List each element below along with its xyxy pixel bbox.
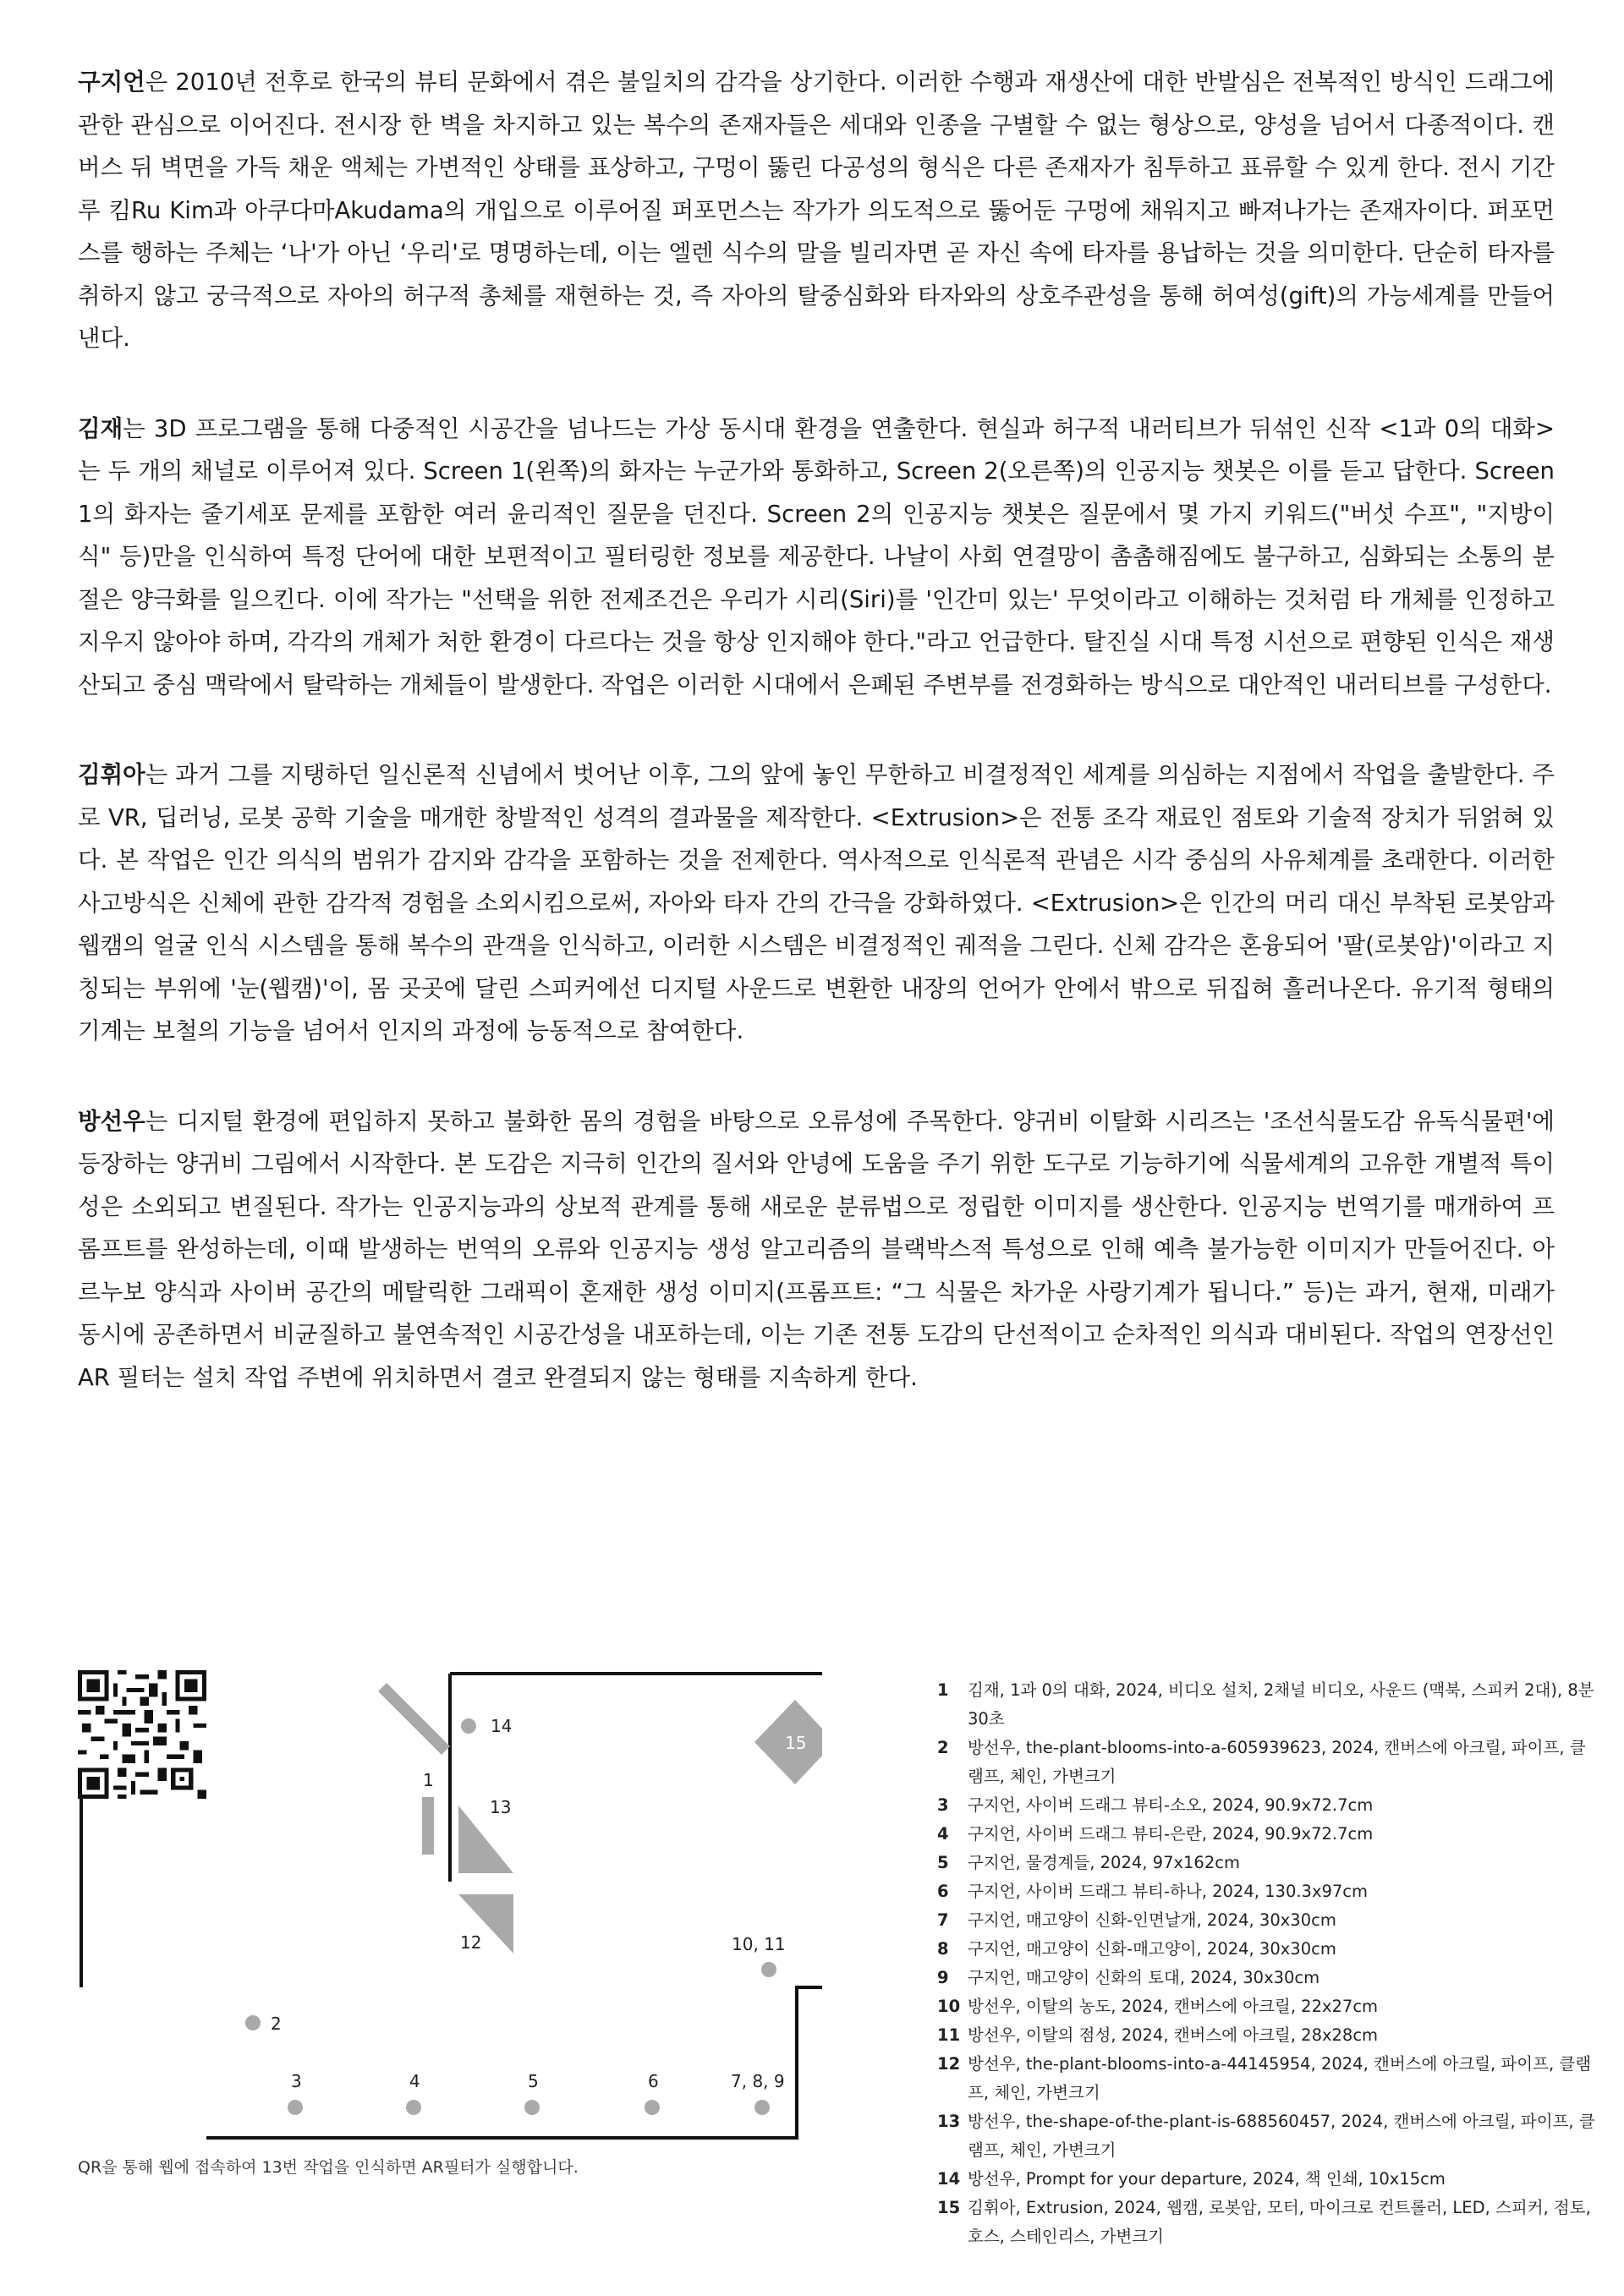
work-caption: 방선우, 이탈의 농도, 2024, 캔버스에 아크릴, 22x27cm [968,1997,1379,2016]
work-list-item [937,2021,1597,2050]
work-number: 3 [937,1795,949,1815]
work-list-item [937,1935,1597,1964]
work-3-marker [288,2100,303,2115]
work-caption: 구지언, 사이버 드래그 뷰티-소오, 2024, 90.9x72.7cm [968,1795,1374,1815]
work-5-marker [524,2100,540,2115]
work-caption: 구지언, 매고양이 신화-인면날개, 2024, 30x30cm [968,1910,1336,1930]
qr-code-icon[interactable] [78,1670,206,1799]
work-list-item [937,2107,1597,2165]
work-number: 8 [937,1939,949,1959]
artist-name: 김재 [78,414,123,442]
artist-name: 방선우 [78,1107,145,1135]
floor-plan [78,1670,822,2144]
work-list-item [937,1964,1597,1992]
work-caption: 방선우, the-plant-blooms-into-a-605939623, 2024, 캔버스에 아크릴, 파이프, 클램프, 체인, 가변크기 [968,1738,1586,1786]
work-list-item [937,2165,1597,2194]
work-caption: 김재, 1과 0의 대화, 2024, 비디오 설치, 2채널 비디오, 사운드 (맥북, 스피커 2대), 8분 30초 [968,1680,1594,1729]
work-number: 15 [937,2198,961,2217]
work-number: 6 [937,1882,949,1901]
work-caption: 방선우, 이탈의 점성, 2024, 캔버스에 아크릴, 28x28cm [968,2025,1379,2045]
work-number: 14 [937,2169,961,2189]
work-list-item [937,1734,1597,1791]
work-list-item [937,2050,1597,2107]
label-12: 12 [460,1932,482,1953]
work-number: 4 [937,1824,949,1844]
work-7-8-9-marker [754,2100,770,2115]
work-14-marker [461,1718,476,1734]
work-1-panel [378,1683,450,1755]
artist-descriptions [78,61,1555,1446]
work-1-bar [422,1797,434,1855]
work-list-item [937,1820,1597,1849]
work-caption: 구지언, 사이버 드래그 뷰티-하나, 2024, 130.3x97cm [968,1882,1369,1901]
work-number: 12 [937,2054,961,2074]
work-4-marker [406,2100,421,2115]
work-list-item [937,1791,1597,1820]
work-caption: 구지언, 사이버 드래그 뷰티-은란, 2024, 90.9x72.7cm [968,1824,1374,1844]
work-list-item [937,1676,1597,1734]
paragraph-body: 는 디지털 환경에 편입하지 못하고 불화한 몸의 경험을 바탕으로 오류성에 주목한다. 양귀비 이탈화 시리즈는 '조선식물도감 유독식물편'에 등장하는 양귀비 그림에서 시작한다. 본 도감은 지극히 인간의 질서와 안녕에 도움을 주기 위한 도구로 기능하기에 식물세계의 고유한 개별적 특이성은 소외되고 변질된다. 작가는 인공지능과의 상보적 관계를 통해 새로운 분류법으로 정립한 이미지를 생산한다. 인공지능 번역기를 매개하여 프롬프트를 완성하는데, 이때 발생하는 번역의 오류와 인공지능 생성 알고리즘의 블랙박스적 특성으로 인해 예측 불가능한 이미지가 만들어진다. 아르누보 양식과 사이버 공간의 메탈릭한 그래픽이 혼재한 생성 이미지(프롬프트: “그 식물은 차가운 사랑기계가 됩니다.” 등)는 과거, 현재, 미래가 동시에 공존하면서 비균질하고 불연속적인 시공간성을 내포하는데, 이는 기존 전통 도감의 단선적이고 순차적인 의식과 대비된다. 작업의 연장선인 AR 필터는 설치 작업 주변에 위치하면서 결코 완결되지 않는 형태를 지속하게 한다. [78,1107,1555,1391]
label-7-8-9: 7, 8, 9 [731,2071,785,2091]
work-list-item [937,1877,1597,1906]
paragraph-body: 는 3D 프로그램을 통해 다중적인 시공간을 넘나드는 가상 동시대 환경을 연출한다. 현실과 허구적 내러티브가 뒤섞인 신작 <1과 0의 대화>는 두 개의 채널로 이루어져 있다. Screen 1(왼쪽)의 화자는 누군가와 통화하고, Screen 2(오른쪽)의 인공지능 챗봇은 이를 듣고 답한다. Screen 1의 화자는 줄기세포 문제를 포함한 여러 윤리적인 질문을 던진다. Screen 2의 인공지능 챗봇은 질문에서 몇 가지 키워드("버섯 수프", "지방이식" 등)만을 인식하여 특정 단어에 대한 보편적이고 필터링한 정보를 제공한다. 나날이 사회 연결망이 촘촘해짐에도 불구하고, 심화되는 소통의 분절은 양극화를 일으킨다. 이에 작가는 "선택을 위한 전제조건은 우리가 시리(Siri)를 '인간미 있는' 무엇이라고 이해하는 것처럼 타 개체를 인정하고 지우지 않아야 하며, 각각의 개체가 처한 환경이 다르다는 것을 항상 인지해야 한다."라고 언급한다. 탈진실 시대 특정 시선으로 편향된 인식은 재생산되고 중심 맥락에서 탈락하는 개체들이 발생한다. 작업은 이러한 시대에서 은폐된 주변부를 전경화하는 방식으로 대안적인 내러티브를 구성한다. [78,414,1555,699]
label-15: 15 [785,1733,807,1753]
work-caption: 방선우, the-plant-blooms-into-a-44145954, 2024, 캔버스에 아크릴, 파이프, 클램프, 체인, 가변크기 [968,2054,1592,2102]
label-2: 2 [271,2014,282,2034]
work-caption: 구지언, 물경계들, 2024, 97x162cm [968,1853,1240,1872]
label-13: 13 [490,1797,512,1817]
work-list-item [937,1849,1597,1877]
label-4: 4 [409,2071,420,2091]
label-10-11: 10, 11 [732,1934,786,1954]
work-caption: 방선우, the-shape-of-the-plant-is-688560457, 2024, 캔버스에 아크릴, 파이프, 클램프, 체인, 가변크기 [968,2112,1595,2160]
work-list-item [937,1992,1597,2021]
paragraph-kim-huia [78,753,1555,1053]
work-10-11-marker [761,1962,776,1977]
work-number: 5 [937,1853,949,1872]
work-list-item [937,1906,1597,1935]
paragraph-kim-jae [78,408,1555,707]
work-6-marker [645,2100,660,2115]
work-caption: 김휘아, Extrusion, 2024, 웹캠, 로봇암, 모터, 마이크로 컨트롤러, LED, 스피커, 점토, 호스, 스테인리스, 가변크기 [968,2198,1591,2246]
work-number: 10 [937,1997,961,2016]
work-number: 1 [937,1680,949,1700]
work-number: 2 [937,1738,949,1757]
label-6: 6 [648,2071,659,2091]
work-caption: 구지언, 매고양이 신화-매고양이, 2024, 30x30cm [968,1939,1336,1959]
work-caption: 구지언, 매고양이 신화의 토대, 2024, 30x30cm [968,1968,1320,1987]
work-list-item [937,2194,1597,2251]
label-5: 5 [528,2071,539,2091]
work-number: 7 [937,1910,949,1930]
work-caption: 방선우, Prompt for your departure, 2024, 책 인쇄, 10x15cm [968,2169,1446,2189]
paragraph-bang-seonwoo [78,1100,1555,1400]
work-number: 13 [937,2112,961,2131]
paragraph-body: 는 과거 그를 지탱하던 일신론적 신념에서 벗어난 이후, 그의 앞에 놓인 무한하고 비결정적인 세계를 의심하는 지점에서 작업을 출발한다. 주로 VR, 딥러닝, 로봇 공학 기술을 매개한 창발적인 성격의 결과물을 제작한다. <Extrusion>은 전통 조각 재료인 점토와 기술적 장치가 뒤얽혀 있다. 본 작업은 인간 의식의 범위가 감지와 감각을 포함하는 것을 전제한다. 역사적으로 인식론적 관념은 시각 중심의 사유체계를 초래한다. 이러한 사고방식은 신체에 관한 감각적 경험을 소외시킴으로써, 자아와 타자 간의 간극을 강화하였다. <Extrusion>은 인간의 머리 대신 부착된 로봇암과 웹캠의 얼굴 인식 시스템을 통해 복수의 관객을 인식하고, 이러한 시스템은 비결정적인 궤적을 그린다. 신체 감각은 혼융되어 '팔(로봇암)'이라고 지칭되는 부위에 '눈(웹캠)'이, 몸 곳곳에 달린 스피커에선 디지털 사운드로 변환한 내장의 언어가 안에서 밖으로 뒤집혀 흘러나온다. 유기적 형태의 기계는 보철의 기능을 넘어서 인지의 과정에 능동적으로 참여한다. [78,761,1555,1044]
qr-caption: QR을 통해 웹에 접속하여 13번 작업을 인식하면 AR필터가 실행합니다. [78,2158,579,2177]
work-number: 11 [937,2025,961,2045]
work-2-marker [245,2015,261,2030]
work-number: 9 [937,1968,949,1987]
paragraph-gu-jieon [78,61,1555,360]
artist-name: 구지언 [78,68,145,96]
paragraph-body: 은 2010년 전후로 한국의 뷰티 문화에서 겪은 불일치의 감각을 상기한다. 이러한 수행과 재생산에 대한 반발심은 전복적인 방식인 드래그에 관한 관심으로 이어진다. 전시장 한 벽을 차지하고 있는 복수의 존재자들은 세대와 인종을 구별할 수 없는 형상으로, 양성을 넘어서 다종적이다. 캔버스 뒤 벽면을 가득 채운 액체는 가변적인 상태를 표상하고, 구멍이 뚫린 다공성의 형식은 다른 존재자가 침투하고 표류할 수 있게 한다. 전시 기간 루 킴Ru Kim과 아쿠다마Akudama의 개입으로 이루어질 퍼포먼스는 작가가 의도적으로 뚫어둔 구멍에 채워지고 빠져나가는 존재자이다. 퍼포먼스를 행하는 주체는 ‘나'가 아닌 ‘우리'로 명명하는데, 이는 엘렌 식수의 말을 빌리자면 곧 자신 속에 타자를 용납하는 것을 의미한다. 단순히 타자를 취하지 않고 궁극적으로 자아의 허구적 총체를 재현하는 것, 즉 자아의 탈중심화와 타자와의 상호주관성을 통해 허여성(gift)의 가능세계를 만들어낸다. [78,68,1555,352]
label-1: 1 [423,1770,434,1790]
label-3: 3 [291,2071,302,2091]
work-list [937,1676,1597,2251]
artist-name: 김휘아 [78,761,145,788]
label-14: 14 [491,1716,513,1736]
